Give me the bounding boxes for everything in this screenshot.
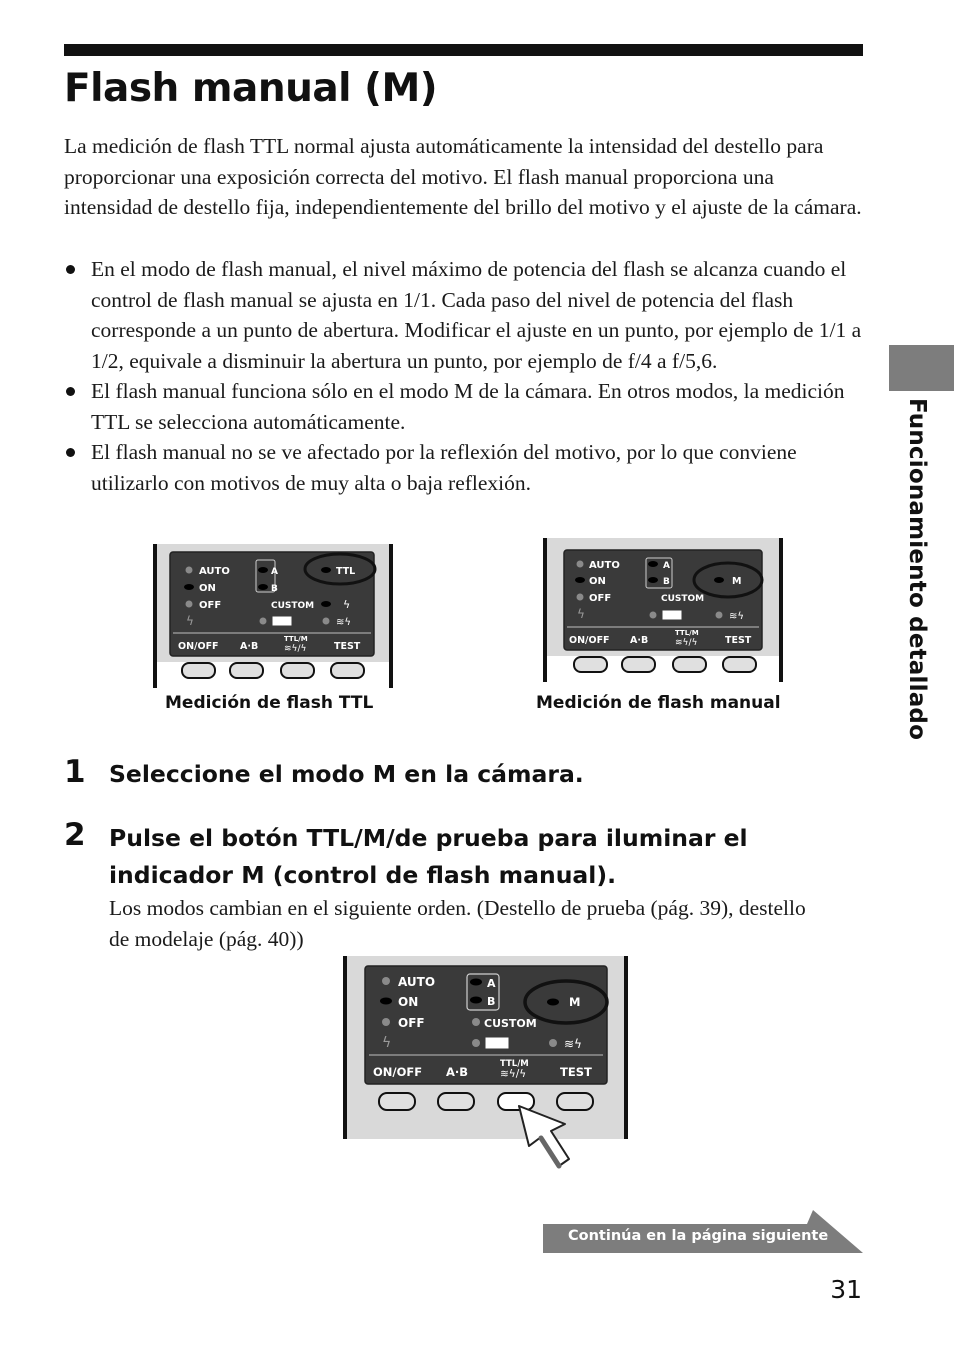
bullet-text: El flash manual funciona sólo en el modo M de la cámara. En otros modos, la medición TTL se selecciona automáticamente.	[91, 379, 845, 434]
lcd-btn-onoff-label: ON/OFF	[178, 641, 219, 652]
lcd-auto-label: AUTO	[398, 975, 436, 989]
lcd-b-label: B	[663, 577, 670, 587]
step-title: Seleccione el modo M en la cámara.	[109, 760, 584, 788]
modeling-flash-icon: ≋ϟ	[336, 617, 351, 628]
step-number: 2	[64, 817, 86, 853]
flash-symbol-icon: ϟ	[186, 614, 194, 628]
device-button-onoff	[574, 657, 607, 672]
lcd-ttl-label: TTL	[336, 566, 356, 577]
list-item	[64, 376, 864, 437]
flash-panel-manual	[543, 538, 783, 682]
step-number: 1	[64, 754, 86, 790]
lcd-m-label: M	[732, 576, 742, 587]
continue-banner	[543, 1210, 863, 1253]
device-button-test	[557, 1093, 593, 1110]
device-button-ttlm	[498, 1093, 534, 1110]
step-body: Los modos cambian en el siguiente orden. (Destello de prueba (pág. 39), destello de modelaje (pág. 40))	[109, 896, 806, 951]
lcd-a-label: A	[663, 561, 670, 571]
ttlm-symbol-icon: ≋ϟ/ϟ	[284, 644, 307, 654]
lcd-btn-ab-label: A·B	[630, 635, 649, 646]
lcd-a-label: A	[271, 567, 278, 577]
section-label: Funcionamiento detallado	[904, 398, 930, 741]
lcd-auto-label: AUTO	[589, 560, 620, 571]
bullet-icon	[66, 265, 75, 274]
lcd-on-label: ON	[398, 995, 419, 1009]
lcd-m-label: M	[569, 995, 581, 1009]
caption-manual: Medición de flash manual	[536, 693, 781, 713]
lcd-btn-test-label: TEST	[725, 635, 752, 646]
lcd-custom-label: CUSTOM	[484, 1017, 537, 1030]
step-title: Pulse el botón TTL/M/de prueba para iluminar el indicador M (control de flash manual).	[109, 824, 748, 889]
device-button-ab	[438, 1093, 474, 1110]
device-button-ab	[230, 663, 263, 678]
lcd-btn-ttlm-label: TTL/M	[675, 629, 699, 637]
lcd-off-label: OFF	[589, 593, 612, 604]
bullet-text: El flash manual no se ve afectado por la reflexión del motivo, por lo que conviene utilizarlo con motivos de muy alta o baja reflexión.	[91, 440, 797, 495]
lcd-btn-ttlm-label: TTL/M	[284, 635, 308, 643]
bullet-icon	[66, 387, 75, 396]
device-button-onoff	[182, 663, 215, 678]
top-rule	[64, 44, 863, 56]
device-button-test	[723, 657, 756, 672]
bullet-text: En el modo de flash manual, el nivel máximo de potencia del flash se alcanza cuando el control de flash manual se ajusta en 1/1. Cada paso del nivel de potencia del flash corresponde a un punto de abertura. Modificar el ajuste en un punto, por ejemplo de 1/1 a 1/2, equivale a disminuir la abertura un punto, por ejemplo de f/4 a f/5,6.	[91, 257, 862, 373]
device-button-ab	[622, 657, 655, 672]
lcd-custom-label: CUSTOM	[661, 594, 705, 604]
list-item	[64, 437, 864, 498]
lcd-btn-onoff-label: ON/OFF	[569, 635, 610, 646]
lcd-btn-ab-label: A·B	[240, 641, 259, 652]
bullet-list	[64, 254, 864, 498]
lcd-on-label: ON	[199, 583, 216, 594]
flash-symbol-icon: ϟ	[382, 1035, 392, 1051]
flash-symbol-icon: ϟ	[577, 607, 585, 621]
flash-panel-step	[343, 956, 631, 1172]
lcd-btn-test-label: TEST	[334, 641, 361, 652]
lcd-btn-onoff-label: ON/OFF	[373, 1065, 423, 1079]
lcd-custom-label: CUSTOM	[271, 601, 315, 611]
device-button-onoff	[379, 1093, 415, 1110]
device-button-ttlm	[281, 663, 314, 678]
lcd-a-label: A	[487, 977, 496, 990]
lcd-btn-test-label: TEST	[560, 1065, 592, 1079]
ttlm-symbol-icon: ≋ϟ/ϟ	[500, 1068, 527, 1080]
list-item	[64, 254, 864, 376]
lcd-b-label: B	[271, 584, 278, 594]
lcd-btn-ab-label: A·B	[446, 1065, 469, 1079]
lcd-on-label: ON	[589, 576, 606, 587]
device-button-test	[331, 663, 364, 678]
lcd-b-label: B	[487, 995, 496, 1008]
section-tab	[889, 345, 954, 391]
flash-panel-ttl	[153, 544, 393, 688]
lcd-off-label: OFF	[199, 600, 222, 611]
continue-label: Continúa en la página siguiente	[568, 1228, 829, 1244]
lcd-off-label: OFF	[398, 1016, 425, 1030]
caption-ttl: Medición de flash TTL	[165, 693, 374, 713]
flash-symbol-icon: ϟ	[343, 598, 351, 611]
modeling-flash-icon: ≋ϟ	[564, 1037, 582, 1051]
modeling-flash-icon: ≋ϟ	[729, 611, 744, 622]
intro-paragraph: La medición de flash TTL normal ajusta automáticamente la intensidad del destello para proporcionar una exposición correcta del motivo. El flash manual proporciona una intensidad de destello fija, independientemente del brillo del motivo y el ajuste de la cámara.	[64, 134, 862, 219]
ttlm-symbol-icon: ≋ϟ/ϟ	[675, 638, 698, 648]
page-title: Flash manual (M)	[64, 66, 438, 111]
lcd-auto-label: AUTO	[199, 566, 230, 577]
lcd-btn-ttlm-label: TTL/M	[500, 1059, 529, 1069]
bullet-icon	[66, 448, 75, 457]
page-number: 31	[830, 1275, 862, 1304]
device-button-ttlm	[673, 657, 706, 672]
